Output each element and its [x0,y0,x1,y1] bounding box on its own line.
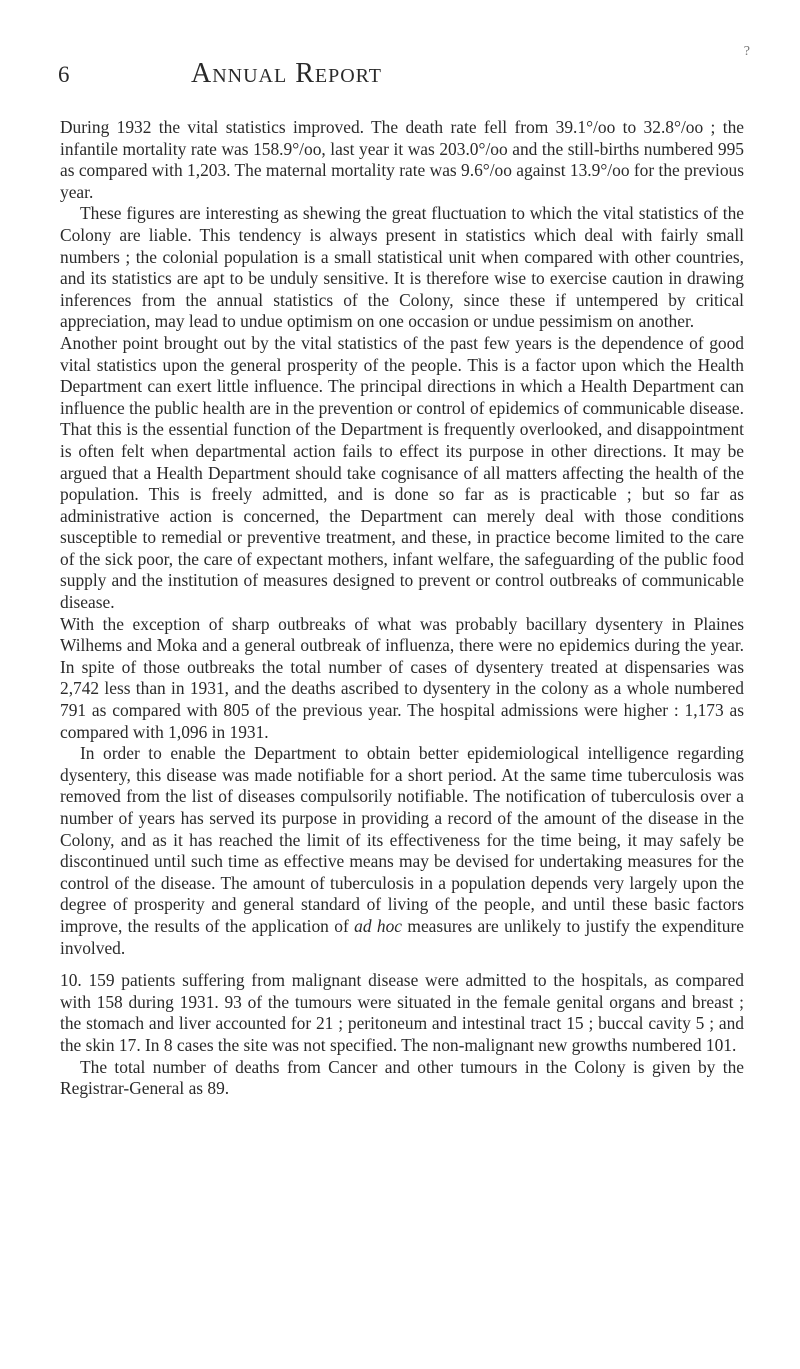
paragraph-vital-statistics: During 1932 the vital statistics improved. The death rate fell from 39.1°/oo to 32.8°/oo ; the infantile mortality rate was 158.9°/oo, last year it was 203.0°/oo and the still-births numbered 995 as compared with 1,203. The maternal mortality rate was 9.6°/oo against 13.9°/oo for the previous year. [60,117,744,202]
ad-hoc-italic: ad hoc [354,915,403,936]
body-text [60,117,744,1100]
paragraph-epidemics: With the exception of sharp outbreaks of what was probably bacillary dysentery in Plaines Wilhems and Moka and a general outbreak of influenza, there were no epidemics during the year. In spite of those outbreaks the total number of cases of dysentery treated at dispensaries was 2,742 less than in 1931, and the deaths ascribed to dysentery in the colony as a whole numbered 791 as compared with 805 of the previous year. The hospital admissions were higher : 1,173 as compared with 1,096 in 1931. [60,613,744,742]
running-title: Annual Report [191,58,383,89]
page-header [58,44,750,102]
paragraph-fluctuation: These figures are interesting as shewing the great fluctuation to which the vital statistics of the Colony are liable. This tendency is always present in statistics which deal with fairly small numbers ; the colonial population is a small statistical unit when compared with other countries, and its statistics are apt to be unduly sensitive. It is therefore wise to exercise caution in drawing inferences from the annual statistics of the Colony, since these if untempered by critical appreciation, may lead to undue optimism on one occasion or undue pessimism on another. [60,203,744,332]
notification-text: In order to enable the Department to obtain better epidemiological intelligence regarding dysentery, this disease was made notifiable for a short period. At the same time tuberculosis was removed from the list of diseases compulsorily notifiable. The notification of tuberculosis over a number of years has served its purpose in providing a record of the amount of the disease in the Colony, and as it has reached the limit of its effectiveness for the time being, it may safely be discontinued until such time as effective means may be devised for undertaking measures for the control of the disease. The amount of tuberculosis in a population depends very largely upon the degree of prosperity and general standard of living of the people, and until these basic factors improve, the results of the application of [60,743,744,936]
notification-end: measures are unlikely to justify the expenditure involved. [60,915,744,958]
paragraph-cancer-deaths: The total number of deaths from Cancer and other tumours in the Colony is given by the Registrar-General as 89. [60,1056,744,1099]
paragraph-malignant-disease: 10. 159 patients suffering from malignant disease were admitted to the hospitals, as compared with 158 during 1931. 93 of the tumours were situated in the female genital organs and breast ; the stomach and liver accounted for 21 ; peritoneum and intestinal tract 15 ; buccal cavity 5 ; and the skin 17. In 8 cases the site was not specified. The non-malignant new growths numbered 101. [60,970,744,1055]
paragraph-notification [60,743,744,959]
page-number: 6 [58,62,70,87]
corner-mark: ? [743,44,750,59]
paragraph-prosperity: Another point brought out by the vital statistics of the past few years is the dependence of good vital statistics upon the general prosperity of the people. This is a factor upon which the Health Department can exert little influence. The principal directions in which a Health Department can influence the public health are in the prevention or control of epidemics of communicable disease. That this is the essential function of the Department is frequently overlooked, and disappointment is often felt when departmental action fails to effect its purpose in other directions. It may be argued that a Health Department should take cognisance of all matters affecting the health of the population. This is freely admitted, and is done so far as is practicable ; but so far as administrative action is concerned, the Department can merely deal with those conditions susceptible to remedial or preventive treatment, and these, in practice become limited to the care of the sick poor, the care of expectant mothers, infant welfare, the safeguarding of the public food supply and the institution of measures designed to prevent or control outbreaks of communicable disease. [60,332,744,613]
